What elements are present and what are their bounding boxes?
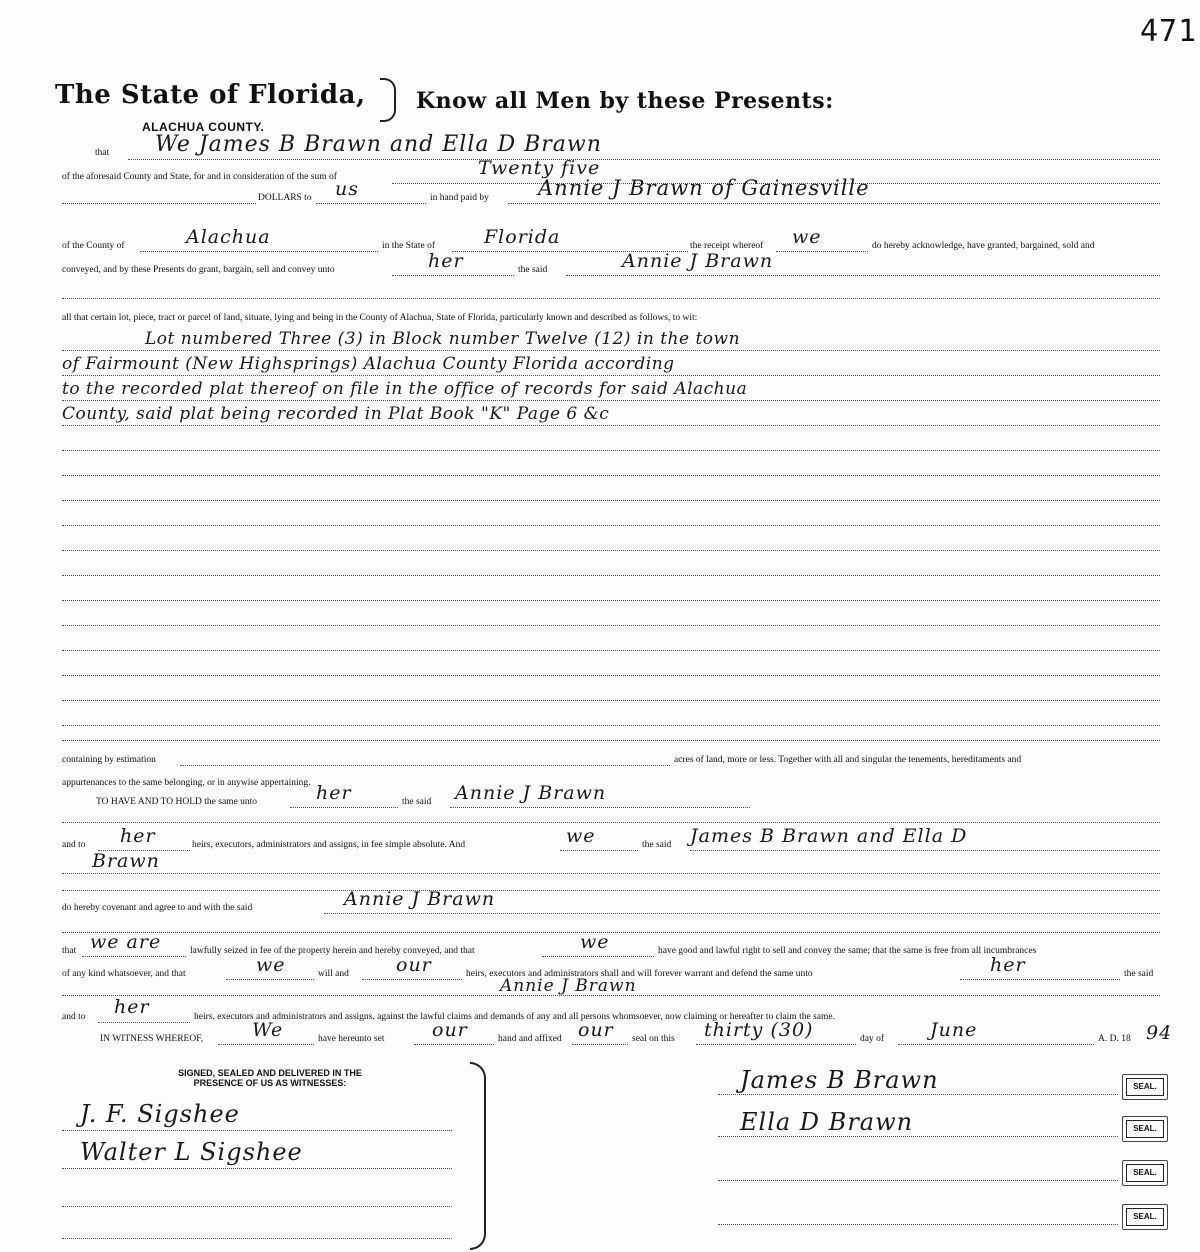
signature-line xyxy=(718,1180,1118,1181)
field-line xyxy=(450,807,750,808)
label-seal-on-this: seal on this xyxy=(632,1034,675,1044)
label-containing: containing by estimation xyxy=(62,755,156,765)
label-and-to: and to xyxy=(62,840,86,850)
hw-names: James B Brawn and Ella D xyxy=(690,825,968,847)
witness-line xyxy=(62,1206,452,1207)
hw-affixed-our: our xyxy=(578,1019,614,1041)
blank-line xyxy=(62,675,1160,676)
hw-and-that-we: we xyxy=(580,931,610,953)
field-line xyxy=(696,1044,856,1045)
field-line xyxy=(508,203,1160,204)
blank-line xyxy=(62,873,1160,874)
hw-desc-line3: to the recorded plat thereof on file in the office of records for said Alachua xyxy=(62,379,748,399)
signature-line xyxy=(718,1094,1118,1095)
label-in-hand-paid: in hand paid by xyxy=(430,193,489,203)
label-heirs-exec: heirs, executors and administrators shall and will forever warrant and defend the same unto xyxy=(466,969,813,979)
hw-set-our: our xyxy=(432,1019,468,1041)
hw-to-have-unto: her xyxy=(316,782,352,804)
blank-line xyxy=(62,450,1160,451)
presents-title: Know all Men by these Presents: xyxy=(416,88,834,114)
hw-we-are: we are xyxy=(90,931,162,953)
blank-line xyxy=(62,700,1160,701)
label-appurtenances: appurtenances to the same belonging, or in anywise appertaining. xyxy=(62,778,311,788)
county-label: ALACHUA COUNTY. xyxy=(142,120,265,134)
label-any-kind: of any kind whatsoever, and that xyxy=(62,969,186,979)
hw-defend-unto: her xyxy=(990,954,1026,976)
witness-line xyxy=(62,1168,452,1169)
field-line xyxy=(316,203,426,204)
grantor-2-signature: Ella D Brawn xyxy=(740,1108,914,1136)
header-brace xyxy=(380,78,396,122)
label-heirs-fee: heirs, executors, administrators and assigns, in fee simple absolute. And xyxy=(192,840,466,850)
seal-box-4: SEAL. xyxy=(1126,1208,1164,1226)
label-the-said-3: the said xyxy=(642,840,672,850)
label-have-hereunto: have hereunto set xyxy=(318,1034,385,1044)
blank-line xyxy=(62,650,1160,651)
blank-line xyxy=(62,475,1160,476)
hw-names-2: Brawn xyxy=(92,850,160,872)
label-signed-sealed: SIGNED, SEALED AND DELIVERED IN THE PRESENCE OF US AS WITNESSES: xyxy=(178,1068,362,1088)
hw-grantors: We James B Brawn and Ella D Brawn xyxy=(155,132,602,157)
label-that-2: that xyxy=(62,946,77,956)
label-the-said-4: the said xyxy=(1124,969,1154,979)
field-line xyxy=(98,1022,190,1023)
seal-box-1: SEAL. xyxy=(1126,1078,1164,1096)
hw-month: June xyxy=(930,1019,978,1041)
field-line xyxy=(362,979,462,980)
label-receipt-whereof: the receipt whereof xyxy=(690,241,764,251)
page-number: 471 xyxy=(1140,14,1198,49)
field-line xyxy=(414,1044,494,1045)
label-and-to-2: and to xyxy=(62,1012,86,1022)
label-heirs-claims: heirs, executors and administrators and assigns, against the lawful claims and demands of any and all persons whomsoever, now claiming or hereafter to claim the same. xyxy=(194,1012,835,1022)
desc-line xyxy=(62,350,1160,351)
witness-2-signature: Walter L Sigshee xyxy=(80,1138,303,1166)
field-line xyxy=(898,1044,1094,1045)
hw-the-said-final: Annie J Brawn xyxy=(500,976,637,996)
grantor-1-signature: James B Brawn xyxy=(740,1066,939,1094)
field-line xyxy=(566,275,1160,276)
signature-line xyxy=(718,1136,1118,1137)
field-line xyxy=(218,1044,314,1045)
label-all-that: all that certain lot, piece, tract or parcel of land, situate, lying and being in the County of Alachua, State of Florida, particularly known and described as follows, to wit: xyxy=(62,313,698,323)
blank-line xyxy=(62,932,1160,933)
hw-grantee-full: Annie J Brawn of Gainesville xyxy=(538,176,870,200)
blank-line xyxy=(62,550,1160,551)
hw-will-and-our: our xyxy=(396,954,432,976)
hw-county: Alachua xyxy=(186,226,271,248)
hw-that-we: we xyxy=(256,954,286,976)
hw-unto: her xyxy=(428,250,464,272)
desc-line xyxy=(62,425,1160,426)
field-line xyxy=(82,956,186,957)
field-line xyxy=(140,251,378,252)
hw-state: Florida xyxy=(484,226,561,248)
field-line xyxy=(560,850,638,851)
label-acres: acres of land, more or less. Together with all and singular the tenements, hereditaments and xyxy=(674,755,1022,765)
label-the-said-2: the said xyxy=(402,797,432,807)
desc-line xyxy=(62,375,1160,376)
hw-covenant-with: Annie J Brawn xyxy=(344,888,496,910)
label-aforesaid: of the aforesaid County and State, for and in consideration of the sum of xyxy=(62,172,337,182)
hw-desc-line4: County, said plat being recorded in Plat Book "K" Page 6 &c xyxy=(62,404,610,424)
signature-line xyxy=(718,1224,1118,1225)
label-state-of: in the State of xyxy=(382,241,436,251)
label-good-right: have good and lawful right to sell and convey the same; that the same is free from all incumbrances xyxy=(658,946,1037,956)
state-title: The State of Florida, xyxy=(55,80,366,110)
label-county-of: of the County of xyxy=(62,241,125,251)
blank-line xyxy=(62,500,1160,501)
blank-line xyxy=(62,625,1160,626)
blank-line xyxy=(62,822,1160,823)
field-line xyxy=(542,956,654,957)
field-line xyxy=(128,159,1160,160)
blank-line xyxy=(62,725,1160,726)
hw-and-we: we xyxy=(566,825,596,847)
field-line xyxy=(690,850,1160,851)
hw-and-to-final: her xyxy=(114,996,150,1018)
field-line xyxy=(960,979,1120,980)
witness-line xyxy=(62,1238,452,1239)
label-conveyed: conveyed, and by these Presents do grant, bargain, sell and convey unto xyxy=(62,265,335,275)
hw-year: 94 xyxy=(1146,1022,1173,1044)
field-line xyxy=(290,807,398,808)
blank-line xyxy=(62,298,1160,299)
blank-line xyxy=(62,575,1160,576)
blank-line xyxy=(62,600,1160,601)
blank-line xyxy=(62,525,1160,526)
label-covenant: do hereby covenant and agree to and with the said xyxy=(62,903,253,913)
witness-brace xyxy=(470,1062,486,1250)
field-line xyxy=(62,203,256,204)
field-line xyxy=(226,979,314,980)
hw-said: Annie J Brawn xyxy=(622,250,774,272)
hw-we: we xyxy=(792,226,822,248)
seal-box-2: SEAL. xyxy=(1126,1120,1164,1138)
label-that: that xyxy=(95,148,110,158)
field-line xyxy=(392,275,514,276)
hw-desc-line1: Lot numbered Three (3) in Block number Twelve (12) in the town xyxy=(145,329,741,349)
field-line xyxy=(776,251,868,252)
label-lawfully: lawfully seized in fee of the property herein and hereby conveyed, and that xyxy=(190,946,475,956)
blank-line xyxy=(62,740,1160,741)
label-hand-affixed: hand and affixed xyxy=(498,1034,562,1044)
hw-day: thirty (30) xyxy=(704,1019,814,1041)
label-ad: A. D. 18 xyxy=(1098,1034,1131,1044)
label-to-have: TO HAVE AND TO HOLD the same unto xyxy=(96,797,258,807)
witness-1-signature: J. F. Sigshee xyxy=(80,1100,240,1128)
hw-dollars-to: us xyxy=(335,178,359,200)
hw-witness-we: We xyxy=(252,1019,284,1041)
hw-sum: Twenty five xyxy=(478,157,601,179)
desc-line xyxy=(62,400,1160,401)
field-line xyxy=(180,765,670,766)
label-witness: IN WITNESS WHEREOF, xyxy=(100,1034,204,1044)
field-line xyxy=(324,913,1160,914)
label-will-and: will and xyxy=(318,969,349,979)
hw-desc-line2: of Fairmount (New Highsprings) Alachua County Florida according xyxy=(62,354,675,374)
seal-box-3: SEAL. xyxy=(1126,1164,1164,1182)
blank-line xyxy=(62,890,1160,891)
field-line xyxy=(572,1044,628,1045)
label-acknowledge: do hereby acknowledge, have granted, bargained, sold and xyxy=(872,241,1095,251)
label-the-said: the said xyxy=(518,265,548,275)
label-day-of: day of xyxy=(860,1034,885,1044)
witness-line xyxy=(62,1130,452,1131)
hw-and-to: her xyxy=(120,825,156,847)
hw-to-have-said: Annie J Brawn xyxy=(455,782,607,804)
label-dollars-to: DOLLARS to xyxy=(258,193,312,203)
